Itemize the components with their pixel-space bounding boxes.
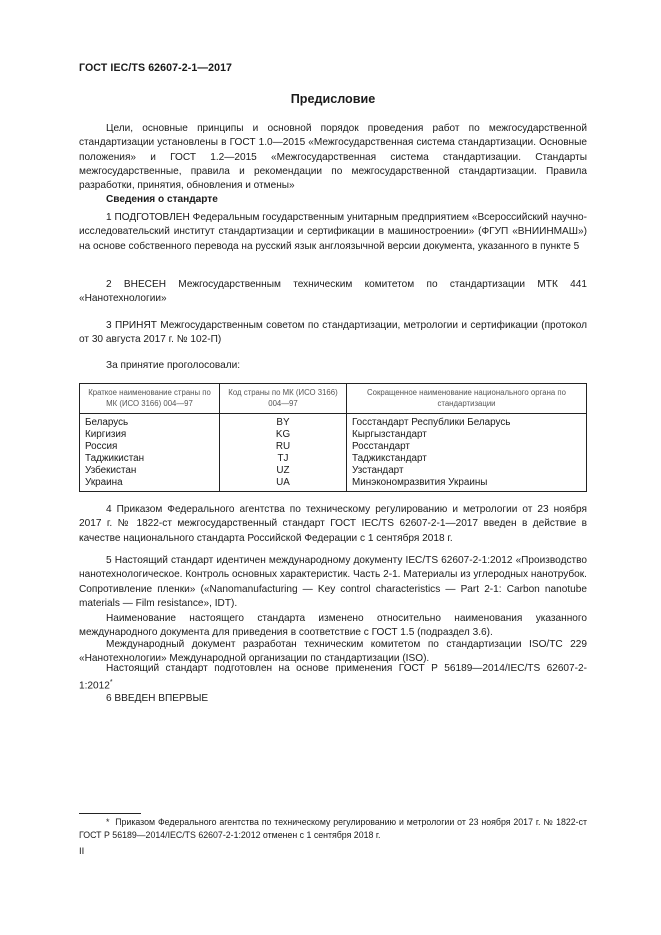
body-cell: Кыргызстандарт [347, 429, 587, 441]
country-cell: Узбекистан [80, 465, 220, 477]
item-5-developer-note: Международный документ разработан техническим комитетом по стандартизации ISO/TC 229 «Нанотехнологии» Международной организации по стандартизации (ISO). [79, 639, 587, 665]
country-cell: Таджикистан [80, 453, 220, 465]
table-header-row [80, 384, 587, 414]
item-5-name-note: Наименование настоящего стандарта изменено относительно наименования указанного международного документа для приведения в соответствие с ГОСТ 1.5 (подраздел 3.6). [79, 613, 587, 639]
code-cell: KG [220, 429, 347, 441]
country-cell: Беларусь [80, 414, 220, 429]
code-cell: TJ [220, 453, 347, 465]
item-3: 3 ПРИНЯТ Межгосударственным советом по стандартизации, метрологии и сертификации (протокол от 30 августа 2017 г. № 102-П) [79, 320, 587, 346]
basis-text: Настоящий стандарт подготовлен на основе применения ГОСТ Р 56189—2014/IEC/TS 62607-2-1:2012 [79, 663, 587, 692]
vote-label: За принятие проголосовали: [106, 360, 241, 371]
body-cell: Узстандарт [347, 465, 587, 477]
country-cell: Россия [80, 441, 220, 453]
table-row [80, 453, 587, 465]
footnote-mark: * [106, 817, 110, 827]
code-cell: UA [220, 477, 347, 492]
body-cell: Госстандарт Республики Беларусь [347, 414, 587, 429]
item-2: 2 ВНЕСЕН Межгосударственным техническим комитетом по стандартизации МТК 441 «Нанотехнологии» [79, 279, 587, 305]
table-header-country: Краткое наименование страны по МК (ИСО 3166) 004—97 [80, 384, 220, 414]
code-cell: RU [220, 441, 347, 453]
table-row [80, 477, 587, 492]
body-cell: Росстандарт [347, 441, 587, 453]
item-5: 5 Настоящий стандарт идентичен международному документу IEC/TS 62607-2-1:2012 «Производство нанотехнологическое. Контроль основных характеристик. Часть 2-1. Материалы из углеродных нанотрубок. Сопротивление пленки» («Nanomanufacturing — Key control characteristics — Part 2-1: Carbon nanotube materials — Film resistance», IDT). [79, 555, 587, 609]
country-cell: Киргизия [80, 429, 220, 441]
code-cell: UZ [220, 465, 347, 477]
page-number: II [79, 846, 85, 857]
page-title: Предисловие [290, 92, 376, 106]
item-6: 6 ВВЕДЕН ВПЕРВЫЕ [106, 693, 209, 704]
country-cell: Украина [80, 477, 220, 492]
table-header-code: Код страны по МК (ИСО 3166) 004—97 [220, 384, 347, 414]
section-heading: Сведения о стандарте [106, 194, 218, 205]
table-row [80, 441, 587, 453]
body-cell: Минэкономразвития Украины [347, 477, 587, 492]
footnote-text: Приказом Федерального агентства по техническому регулированию и метрологии от 23 ноября 2017 г. № 1822-ст ГОСТ Р 56189—2014/IEC/TS 62607-2-1:2012 отменен с 1 сентября 2018 г. [79, 817, 588, 840]
intro-paragraph: Цели, основные принципы и основной порядок проведения работ по межгосударственной стандартизации установлены в ГОСТ 1.0—2015 «Межгосударственная система стандартизации. Основные положения» и ГОСТ 1.2—2015 «Межгосударственная система стандартизации. Стандарты межгосударственные, правила и рекомендации по межгосударственной стандартизации. Правила разработки, принятия, обновления и отмены» [79, 123, 587, 192]
footnote-reference: * [109, 679, 113, 687]
code-cell: BY [220, 414, 347, 429]
table-row [80, 429, 587, 441]
footnote [79, 816, 587, 841]
item-1: 1 ПОДГОТОВЛЕН Федеральным государственным унитарным предприятием «Всероссийский научно-исследовательский институт стандартизации и сертификации в машиностроении» (ФГУП «ВНИИНМАШ») на основе собственного перевода на русский язык англоязычной версии документа, указанного в пункте 5 [79, 212, 587, 252]
document-code: ГОСТ IEC/TS 62607-2-1—2017 [79, 62, 233, 74]
table-row [80, 414, 587, 429]
table-row [80, 465, 587, 477]
footnote-divider [79, 813, 141, 814]
voting-table [79, 383, 587, 492]
table-header-body: Сокращенное наименование национального органа по стандартизации [347, 384, 587, 414]
item-4: 4 Приказом Федерального агентства по техническому регулированию и метрологии от 23 ноября 2017 г. № 1822-ст межгосударственный стандарт ГОСТ IEC/TS 62607-2-1—2017 введен в действие в качестве национального стандарта Российской Федерации с 1 сентября 2018 г. [79, 504, 587, 544]
body-cell: Таджикстандарт [347, 453, 587, 465]
item-5-basis-note [79, 662, 587, 694]
